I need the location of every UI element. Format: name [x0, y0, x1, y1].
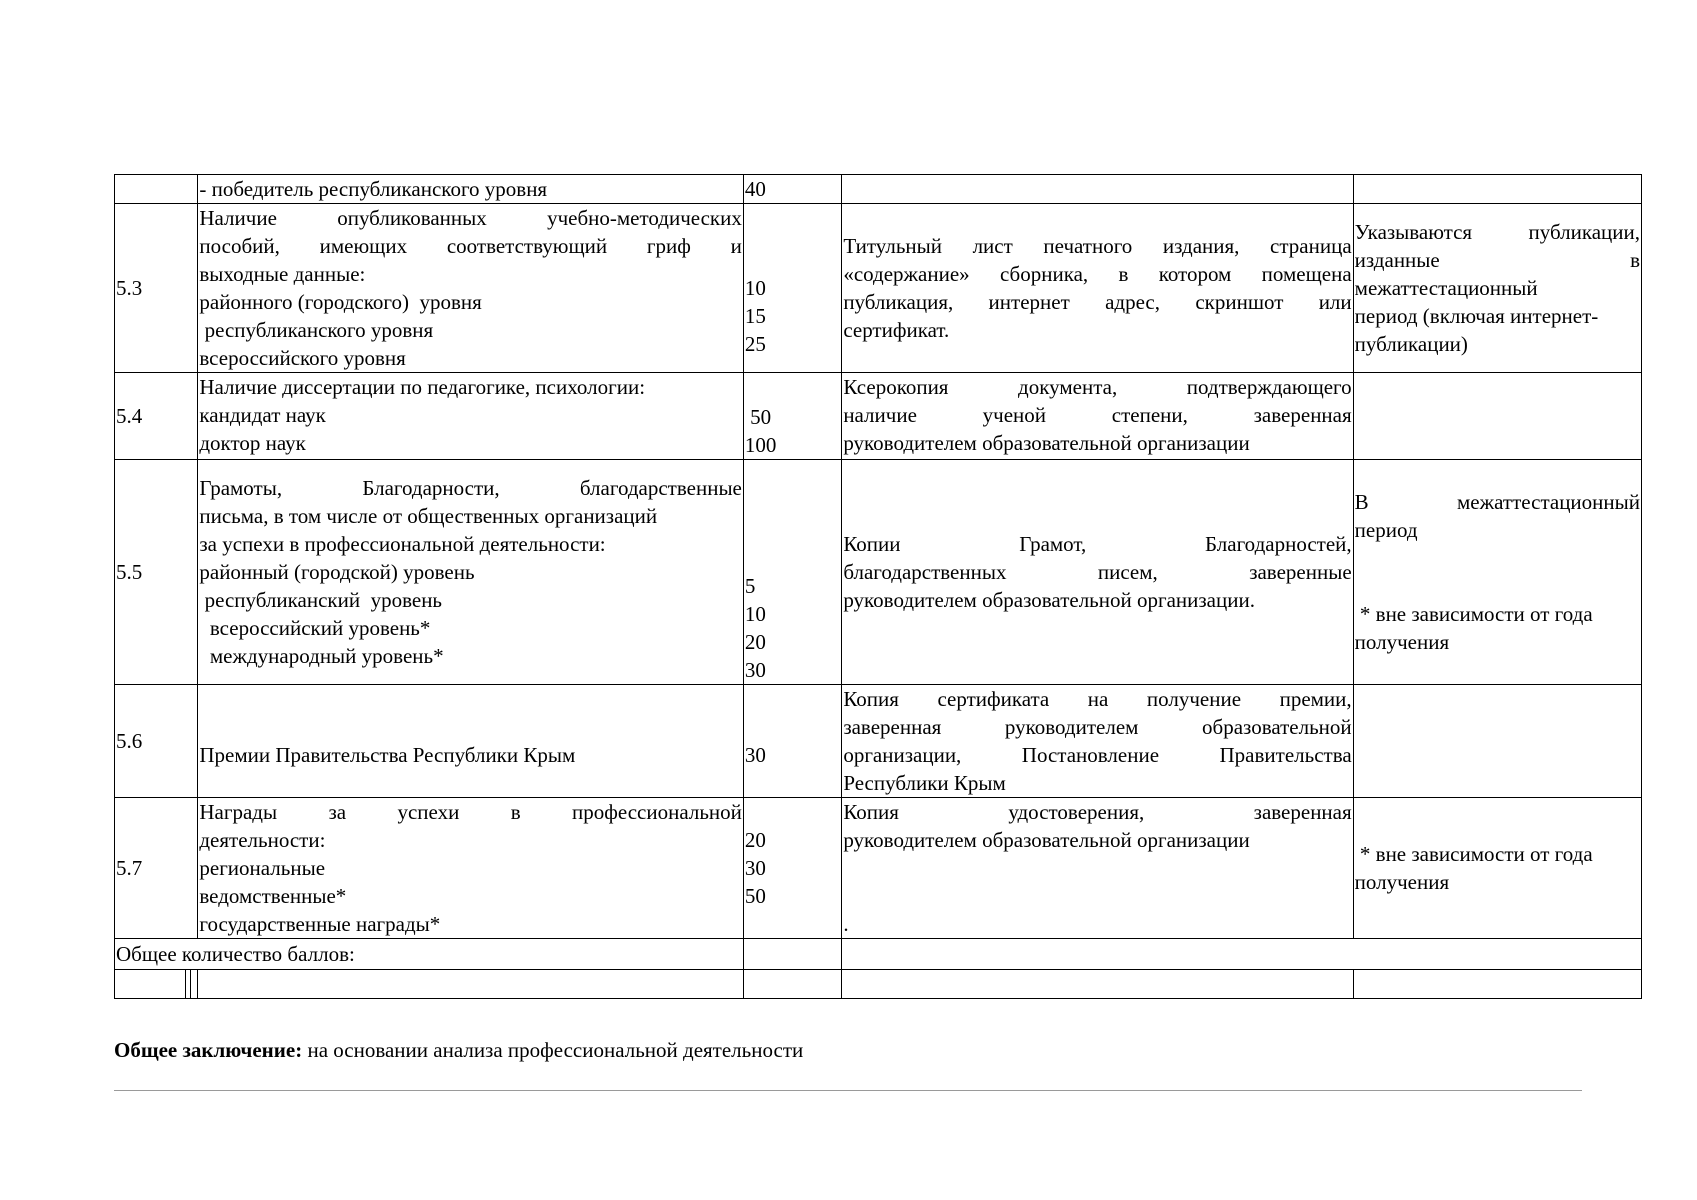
- row-number-cell: [115, 373, 198, 460]
- criterion-cell: [198, 204, 744, 373]
- documents-line: «содержание» сборника, в котором помещена: [843, 262, 1352, 286]
- documents-line: Копия удостоверения, заверенная: [843, 800, 1352, 824]
- notes-cell: [1353, 685, 1641, 798]
- criterion-cell: [198, 798, 744, 939]
- criterion-line: Наличие диссертации по педагогике, психологии:: [199, 375, 646, 399]
- table-row-empty: [115, 970, 1642, 999]
- points-cell: [743, 798, 841, 939]
- criterion-line: деятельности:: [199, 828, 326, 852]
- criterion-line: районного (городского) уровня: [199, 290, 482, 314]
- table-row: [115, 204, 1642, 373]
- documents-line: .: [843, 912, 849, 936]
- points-cell: [743, 373, 841, 460]
- documents-line: Копия сертификата на получение премии,: [843, 687, 1352, 711]
- table-row: [115, 373, 1642, 460]
- documents-line: Ксерокопия документа, подтверждающего: [843, 375, 1352, 399]
- notes-cell: [1353, 175, 1641, 204]
- criterion-cell: [198, 970, 744, 999]
- documents-cell: [842, 175, 1353, 204]
- total-points-cell: [743, 939, 841, 970]
- total-label: Общее количество баллов:: [116, 942, 355, 966]
- documents-line: наличие ученой степени, заверенная: [843, 403, 1352, 427]
- documents-cell: [842, 460, 1353, 685]
- criterion-text: - победитель республиканского уровня: [199, 177, 548, 201]
- criterion-line: за успехи в профессиональной деятельности:: [199, 532, 606, 556]
- documents-line: руководителем образовательной организации: [843, 431, 1250, 455]
- criterion-line: кандидат наук: [199, 403, 326, 427]
- row-number-cell: [115, 460, 198, 685]
- general-conclusion: [114, 1036, 803, 1064]
- notes-cell: [1353, 970, 1641, 999]
- notes-line: Указываются публикации,: [1354, 220, 1640, 244]
- notes-line: межаттестационный: [1354, 276, 1538, 300]
- points-value: 50: [744, 884, 766, 908]
- notes-cell: [1353, 204, 1641, 373]
- cell-divider: [185, 970, 191, 998]
- notes-line: В межаттестационный: [1354, 490, 1640, 514]
- row-number: 5.4: [116, 404, 143, 428]
- documents-line: сертификат.: [843, 318, 950, 342]
- criterion-line: международный уровень*: [199, 644, 444, 668]
- criterion-line: Грамоты, Благодарности, благодарственные: [199, 476, 742, 500]
- table-row: [115, 798, 1642, 939]
- notes-line: период: [1354, 518, 1418, 542]
- points-value: 10: [744, 276, 766, 300]
- documents-cell: [842, 204, 1353, 373]
- criterion-line: доктор наук: [199, 431, 306, 455]
- documents-line: Республики Крым: [843, 771, 1006, 795]
- criterion-line: региональные: [199, 856, 326, 880]
- criterion-cell: [198, 175, 744, 204]
- row-number-cell: [115, 970, 198, 999]
- conclusion-text: на основании анализа профессиональной деятельности: [302, 1038, 804, 1062]
- points-value: 20: [744, 828, 766, 852]
- criterion-line: письма, в том числе от общественных организаций: [199, 504, 658, 528]
- points-value: 30: [744, 743, 766, 767]
- conclusion-label: Общее заключение:: [114, 1038, 303, 1062]
- total-notes-cell: [842, 939, 1642, 970]
- fill-in-line: [114, 1090, 1582, 1091]
- points-value: 10: [744, 602, 766, 626]
- notes-cell: [1353, 460, 1641, 685]
- criterion-line: всероссийский уровень*: [199, 616, 431, 640]
- points-value: 40: [744, 177, 766, 201]
- table-row: [115, 685, 1642, 798]
- documents-cell: [842, 373, 1353, 460]
- notes-line: * вне зависимости от года: [1354, 602, 1593, 626]
- row-number: 5.5: [116, 560, 143, 584]
- notes-line: период (включая интернет-: [1354, 304, 1599, 328]
- documents-line: организации, Постановление Правительства: [843, 743, 1352, 767]
- criterion-line: республиканского уровня: [199, 318, 434, 342]
- criterion-text: Премии Правительства Республики Крым: [199, 743, 576, 767]
- criterion-line: всероссийского уровня: [199, 346, 406, 370]
- criterion-line: пособий, имеющих соответствующий гриф и: [199, 234, 742, 258]
- points-value: 25: [744, 332, 766, 356]
- points-value: 20: [744, 630, 766, 654]
- points-cell: [743, 970, 841, 999]
- points-value: 15: [744, 304, 766, 328]
- points-cell: [743, 685, 841, 798]
- documents-line: руководителем образовательной организации.: [843, 588, 1255, 612]
- notes-line: * вне зависимости от года: [1354, 842, 1593, 866]
- documents-line: Копии Грамот, Благодарностей,: [843, 532, 1352, 556]
- documents-cell: [842, 685, 1353, 798]
- notes-line: получения: [1354, 630, 1450, 654]
- documents-cell: [842, 970, 1353, 999]
- row-number-cell: [115, 798, 198, 939]
- table-row-total: [115, 939, 1642, 970]
- documents-line: благодарственных писем, заверенные: [843, 560, 1352, 584]
- table-row: [115, 175, 1642, 204]
- points-value: 30: [744, 856, 766, 880]
- points-value: 50: [744, 405, 772, 429]
- points-value: 5: [744, 574, 756, 598]
- documents-line: Титульный лист печатного издания, страница: [843, 234, 1352, 258]
- row-number-cell: [115, 685, 198, 798]
- total-label-cell: [115, 939, 744, 970]
- points-cell: [743, 460, 841, 685]
- notes-cell: [1353, 798, 1641, 939]
- row-number-cell: [115, 175, 198, 204]
- row-number: 5.6: [116, 729, 143, 753]
- criterion-cell: [198, 460, 744, 685]
- criterion-line: государственные награды*: [199, 912, 441, 936]
- table-row: [115, 460, 1642, 685]
- notes-line: получения: [1354, 870, 1450, 894]
- points-cell: [743, 175, 841, 204]
- points-value: 30: [744, 658, 766, 682]
- criterion-cell: [198, 373, 744, 460]
- notes-cell: [1353, 373, 1641, 460]
- notes-line: публикации): [1354, 332, 1468, 356]
- notes-line: изданные в: [1354, 248, 1640, 272]
- documents-line: публикация, интернет адрес, скриншот или: [843, 290, 1352, 314]
- criterion-line: республиканский уровень: [199, 588, 443, 612]
- documents-line: руководителем образовательной организации: [843, 828, 1250, 852]
- row-number-cell: [115, 204, 198, 373]
- criterion-line: районный (городской) уровень: [199, 560, 475, 584]
- row-number: 5.7: [116, 856, 143, 880]
- documents-line: заверенная руководителем образовательной: [843, 715, 1352, 739]
- criterion-cell: [198, 685, 744, 798]
- documents-cell: [842, 798, 1353, 939]
- row-number: 5.3: [116, 276, 143, 300]
- criterion-line: Наличие опубликованных учебно-методических: [199, 206, 742, 230]
- criterion-line: Награды за успехи в профессиональной: [199, 800, 742, 824]
- points-cell: [743, 204, 841, 373]
- criteria-table: [114, 174, 1642, 999]
- points-value: 100: [744, 433, 777, 457]
- criterion-line: ведомственные*: [199, 884, 347, 908]
- criterion-line: выходные данные:: [199, 262, 366, 286]
